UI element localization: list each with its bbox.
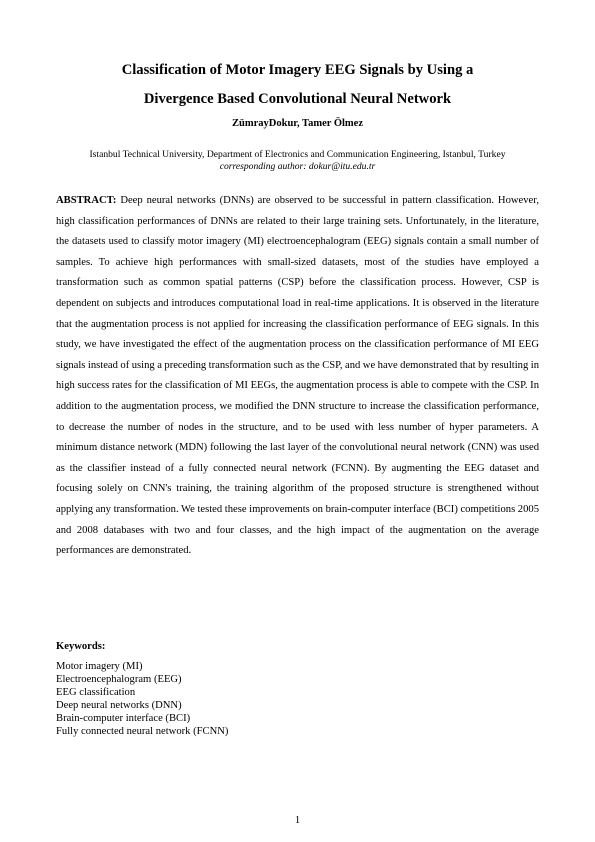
abstract-label: ABSTRACT: xyxy=(56,195,117,206)
paper-title xyxy=(56,56,539,114)
author-list: ZümrayDokur, Tamer Ölmez xyxy=(232,118,363,129)
keyword-item: Brain-computer interface (BCI) xyxy=(56,713,191,724)
corresponding-author: corresponding author: dokur@itu.edu.tr xyxy=(219,161,376,172)
keyword-item: Deep neural networks (DNN) xyxy=(56,700,182,711)
keyword-item: EEG classification xyxy=(56,687,136,698)
keyword-item: Motor imagery (MI) xyxy=(56,661,143,672)
affiliation: Istanbul Technical University, Department of Electronics and Communication Engineering, Istanbul, Turkey xyxy=(89,149,506,160)
title-line-2: Divergence Based Convolutional Neural Network xyxy=(143,91,452,107)
affiliation-block xyxy=(56,149,539,173)
page-number: 1 xyxy=(294,815,301,826)
title-line-1: Classification of Motor Imagery EEG Signals by Using a xyxy=(121,62,474,78)
keywords-list xyxy=(56,660,228,738)
keywords-heading: Keywords: xyxy=(56,641,106,652)
keyword-item: Fully connected neural network (FCNN) xyxy=(56,726,229,737)
abstract-text: Deep neural networks (DNNs) are observed to be successful in pattern classification. However, high classification performances of DNNs are related to their large training sets. Unfortunately, in the literature, the datasets used to classify motor imagery (MI) electroencephalogram (EEG) signals contain a small number of samples. To achieve high performances with small-sized datasets, most of the studies have employed a transformation such as common spatial patterns (CSP) before the classification process. However, CSP is dependent on subjects and introduces computational load in real-time applications. It is observed in the literature that the augmentation process is not applied for increasing the classification performance of EEG signals. In this study, we have investigated the effect of the augmentation process on the classification performance of MI EEG signals instead of using a preceding transformation such as the CSP, and we have demonstrated that by resulting in high success rates for the classification of MI EEGs, the augmentation process is able to compete with the CSP. In addition to the augmentation process, we modified the DNN structure to increase the classification performance, to decrease the number of nodes in the structure, and to be used with less number of hyper parameters. A minimum distance network (MDN) following the last layer of the convolutional neural network (CNN) was used as the classifier instead of a fully connected neural network (FCNN). By augmenting the EEG dataset and focusing solely on CNN's training, the training algorithm of the proposed structure is strengthened without applying any transformation. We tested these improvements on brain-computer interface (BCI) competitions 2005 and 2008 databases with two and four classes, and the high impact of the augmentation on the average performances are demonstrated. xyxy=(56,195,539,557)
keyword-item: Electroencephalogram (EEG) xyxy=(56,674,182,685)
abstract xyxy=(56,191,539,562)
